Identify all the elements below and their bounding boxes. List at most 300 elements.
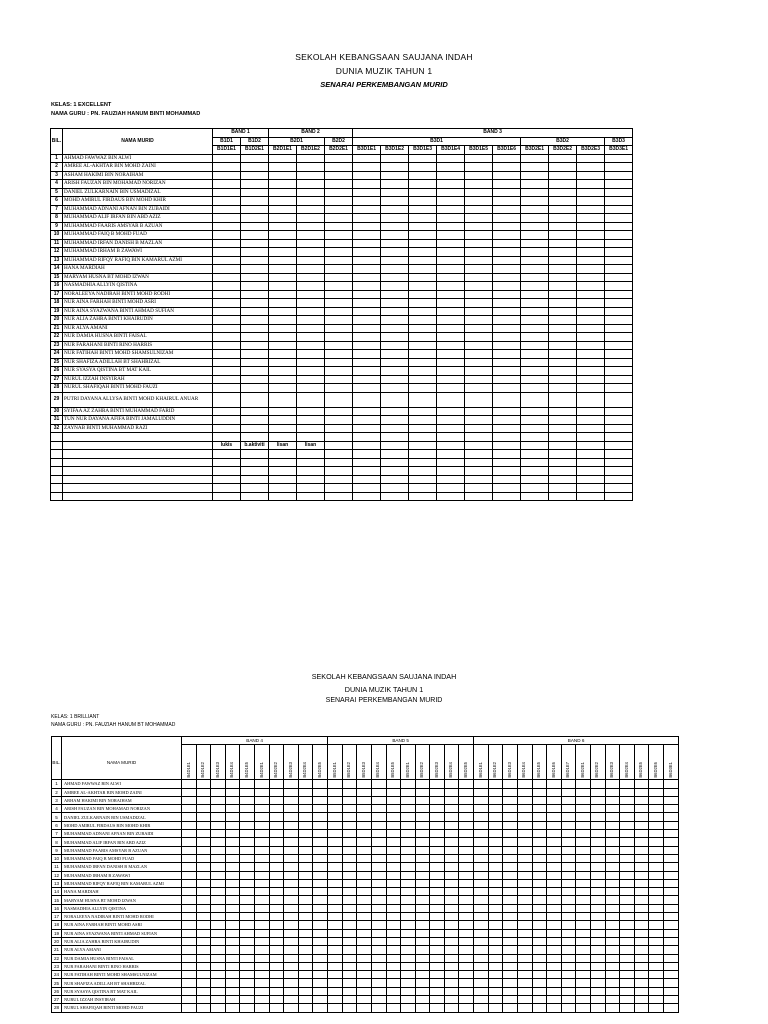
grade-cell[interactable] — [325, 256, 353, 265]
grade-cell[interactable] — [465, 484, 493, 493]
grade-cell[interactable] — [409, 239, 437, 248]
grade-cell[interactable] — [182, 979, 197, 987]
grade-cell[interactable] — [401, 788, 416, 796]
grade-cell[interactable] — [342, 937, 357, 945]
grade-cell[interactable] — [213, 265, 241, 274]
grade-cell[interactable] — [213, 231, 241, 240]
grade-cell[interactable] — [577, 265, 605, 274]
grade-cell[interactable] — [605, 282, 633, 291]
grade-cell[interactable] — [577, 450, 605, 459]
grade-cell[interactable] — [437, 316, 465, 325]
grade-cell[interactable] — [547, 921, 562, 929]
grade-cell[interactable] — [241, 180, 269, 189]
grade-cell[interactable] — [328, 796, 343, 804]
grade-cell[interactable] — [328, 954, 343, 962]
grade-cell[interactable] — [381, 358, 409, 367]
grade-cell[interactable] — [401, 962, 416, 970]
grade-cell[interactable] — [561, 946, 576, 954]
grade-cell[interactable] — [488, 921, 503, 929]
grade-cell[interactable] — [269, 299, 297, 308]
grade-cell[interactable] — [51, 467, 63, 476]
grade-cell[interactable] — [240, 838, 255, 846]
grade-cell[interactable] — [605, 256, 633, 265]
grade-cell[interactable] — [342, 830, 357, 838]
grade-cell[interactable] — [371, 854, 386, 862]
grade-cell[interactable] — [371, 805, 386, 813]
grade-cell[interactable] — [211, 871, 226, 879]
grade-cell[interactable] — [255, 971, 270, 979]
grade-cell[interactable] — [437, 341, 465, 350]
grade-cell[interactable] — [381, 197, 409, 206]
grade-cell[interactable] — [459, 780, 474, 788]
grade-cell[interactable] — [430, 838, 445, 846]
grade-cell[interactable] — [577, 375, 605, 384]
grade-cell[interactable] — [634, 821, 649, 829]
grade-cell[interactable] — [493, 407, 521, 416]
grade-cell[interactable] — [241, 290, 269, 299]
grade-cell[interactable] — [325, 273, 353, 282]
grade-cell[interactable] — [284, 854, 299, 862]
grade-cell[interactable] — [325, 231, 353, 240]
grade-cell[interactable] — [430, 813, 445, 821]
grade-cell[interactable] — [532, 929, 547, 937]
grade-cell[interactable] — [225, 971, 240, 979]
grade-cell[interactable] — [297, 424, 325, 433]
grade-cell[interactable] — [297, 248, 325, 257]
grade-cell[interactable] — [313, 937, 328, 945]
grade-cell[interactable] — [561, 896, 576, 904]
grade-cell[interactable] — [381, 407, 409, 416]
grade-cell[interactable] — [517, 805, 532, 813]
grade-cell[interactable] — [284, 879, 299, 887]
grade-cell[interactable] — [547, 821, 562, 829]
grade-cell[interactable] — [386, 962, 401, 970]
grade-cell[interactable] — [353, 407, 381, 416]
grade-cell[interactable] — [517, 904, 532, 912]
grade-cell[interactable] — [634, 929, 649, 937]
grade-cell[interactable] — [590, 854, 605, 862]
grade-cell[interactable] — [298, 962, 313, 970]
grade-cell[interactable] — [577, 307, 605, 316]
grade-cell[interactable] — [605, 971, 620, 979]
grade-cell[interactable] — [196, 805, 211, 813]
grade-cell[interactable] — [269, 913, 284, 921]
grade-cell[interactable] — [241, 316, 269, 325]
grade-cell[interactable] — [493, 384, 521, 393]
grade-cell[interactable] — [371, 946, 386, 954]
grade-cell[interactable] — [663, 888, 678, 896]
grade-cell[interactable] — [241, 163, 269, 172]
grade-cell[interactable] — [590, 929, 605, 937]
grade-cell[interactable] — [459, 879, 474, 887]
grade-cell[interactable] — [196, 904, 211, 912]
grade-cell[interactable] — [444, 780, 459, 788]
grade-cell[interactable] — [503, 996, 518, 1004]
grade-cell[interactable] — [409, 358, 437, 367]
grade-cell[interactable] — [577, 231, 605, 240]
grade-cell[interactable] — [620, 796, 635, 804]
grade-cell[interactable] — [459, 946, 474, 954]
grade-cell[interactable] — [430, 937, 445, 945]
grade-cell[interactable] — [269, 180, 297, 189]
grade-cell[interactable] — [561, 854, 576, 862]
grade-cell[interactable] — [663, 962, 678, 970]
grade-cell[interactable] — [284, 821, 299, 829]
grade-cell[interactable] — [371, 913, 386, 921]
grade-cell[interactable] — [663, 863, 678, 871]
grade-cell[interactable] — [605, 197, 633, 206]
grade-cell[interactable] — [298, 896, 313, 904]
grade-cell[interactable] — [371, 780, 386, 788]
grade-cell[interactable] — [493, 450, 521, 459]
grade-cell[interactable] — [182, 954, 197, 962]
grade-cell[interactable] — [225, 946, 240, 954]
grade-cell[interactable] — [605, 367, 633, 376]
grade-cell[interactable] — [182, 871, 197, 879]
grade-cell[interactable] — [211, 962, 226, 970]
grade-cell[interactable] — [430, 1004, 445, 1012]
grade-cell[interactable] — [297, 350, 325, 359]
grade-cell[interactable] — [649, 971, 664, 979]
grade-cell[interactable] — [493, 299, 521, 308]
grade-cell[interactable] — [401, 871, 416, 879]
grade-cell[interactable] — [386, 821, 401, 829]
grade-cell[interactable] — [182, 971, 197, 979]
grade-cell[interactable] — [590, 813, 605, 821]
grade-cell[interactable] — [577, 171, 605, 180]
grade-cell[interactable] — [488, 830, 503, 838]
grade-cell[interactable] — [605, 484, 633, 493]
grade-cell[interactable] — [353, 248, 381, 257]
grade-cell[interactable] — [503, 913, 518, 921]
grade-cell[interactable] — [493, 205, 521, 214]
grade-cell[interactable] — [269, 231, 297, 240]
grade-cell[interactable] — [549, 299, 577, 308]
grade-cell[interactable] — [576, 871, 591, 879]
grade-cell[interactable] — [547, 854, 562, 862]
grade-cell[interactable] — [328, 929, 343, 937]
grade-cell[interactable] — [211, 838, 226, 846]
grade-cell[interactable] — [213, 350, 241, 359]
grade-cell[interactable] — [521, 324, 549, 333]
grade-cell[interactable] — [493, 492, 521, 501]
grade-cell[interactable] — [521, 392, 549, 407]
grade-cell[interactable] — [241, 407, 269, 416]
grade-cell[interactable] — [409, 484, 437, 493]
grade-cell[interactable] — [328, 896, 343, 904]
grade-cell[interactable] — [547, 971, 562, 979]
grade-cell[interactable] — [493, 282, 521, 291]
grade-cell[interactable] — [415, 838, 430, 846]
grade-cell[interactable] — [561, 1004, 576, 1012]
grade-cell[interactable] — [561, 888, 576, 896]
grade-cell[interactable] — [298, 1004, 313, 1012]
grade-cell[interactable] — [211, 904, 226, 912]
grade-cell[interactable] — [465, 492, 493, 501]
grade-cell[interactable] — [196, 971, 211, 979]
grade-cell[interactable] — [437, 367, 465, 376]
grade-cell[interactable] — [269, 316, 297, 325]
grade-cell[interactable] — [605, 231, 633, 240]
grade-cell[interactable] — [459, 888, 474, 896]
grade-cell[interactable] — [605, 384, 633, 393]
grade-cell[interactable] — [284, 937, 299, 945]
grade-cell[interactable] — [437, 407, 465, 416]
grade-cell[interactable] — [182, 962, 197, 970]
grade-cell[interactable] — [437, 282, 465, 291]
grade-cell[interactable] — [182, 863, 197, 871]
grade-cell[interactable] — [459, 1004, 474, 1012]
grade-cell[interactable] — [459, 987, 474, 995]
grade-cell[interactable] — [325, 307, 353, 316]
grade-cell[interactable] — [465, 299, 493, 308]
grade-cell[interactable] — [386, 788, 401, 796]
grade-cell[interactable] — [63, 492, 213, 501]
grade-cell[interactable] — [357, 813, 372, 821]
grade-cell[interactable] — [196, 929, 211, 937]
grade-cell[interactable] — [213, 407, 241, 416]
grade-cell[interactable] — [325, 492, 353, 501]
grade-cell[interactable] — [561, 830, 576, 838]
grade-cell[interactable] — [465, 458, 493, 467]
grade-cell[interactable] — [353, 205, 381, 214]
grade-cell[interactable] — [430, 946, 445, 954]
grade-cell[interactable] — [503, 788, 518, 796]
grade-cell[interactable] — [430, 821, 445, 829]
grade-cell[interactable] — [269, 813, 284, 821]
grade-cell[interactable] — [409, 450, 437, 459]
grade-cell[interactable] — [493, 256, 521, 265]
grade-cell[interactable] — [381, 248, 409, 257]
grade-cell[interactable] — [241, 248, 269, 257]
grade-cell[interactable] — [415, 929, 430, 937]
grade-cell[interactable] — [211, 796, 226, 804]
grade-cell[interactable] — [493, 358, 521, 367]
grade-cell[interactable] — [620, 879, 635, 887]
grade-cell[interactable] — [663, 813, 678, 821]
grade-cell[interactable] — [357, 946, 372, 954]
grade-cell[interactable] — [415, 921, 430, 929]
grade-cell[interactable] — [241, 367, 269, 376]
grade-cell[interactable] — [517, 921, 532, 929]
grade-cell[interactable] — [549, 407, 577, 416]
grade-cell[interactable] — [415, 937, 430, 945]
grade-cell[interactable] — [284, 996, 299, 1004]
grade-cell[interactable] — [437, 375, 465, 384]
grade-cell[interactable] — [605, 290, 633, 299]
grade-cell[interactable] — [577, 324, 605, 333]
grade-cell[interactable] — [51, 475, 63, 484]
grade-cell[interactable] — [521, 367, 549, 376]
grade-cell[interactable] — [547, 929, 562, 937]
grade-cell[interactable] — [241, 205, 269, 214]
grade-cell[interactable] — [196, 888, 211, 896]
grade-cell[interactable] — [620, 937, 635, 945]
grade-cell[interactable] — [241, 171, 269, 180]
grade-cell[interactable] — [409, 416, 437, 425]
grade-cell[interactable] — [371, 846, 386, 854]
grade-cell[interactable] — [386, 954, 401, 962]
grade-cell[interactable] — [297, 467, 325, 476]
grade-cell[interactable] — [211, 929, 226, 937]
grade-cell[interactable] — [298, 913, 313, 921]
grade-cell[interactable] — [269, 904, 284, 912]
grade-cell[interactable] — [576, 937, 591, 945]
grade-cell[interactable] — [269, 987, 284, 995]
grade-cell[interactable] — [634, 805, 649, 813]
grade-cell[interactable] — [488, 937, 503, 945]
grade-cell[interactable] — [605, 375, 633, 384]
grade-cell[interactable] — [459, 896, 474, 904]
grade-cell[interactable] — [182, 996, 197, 1004]
grade-cell[interactable] — [297, 392, 325, 407]
grade-cell[interactable] — [386, 987, 401, 995]
grade-cell[interactable] — [196, 946, 211, 954]
grade-cell[interactable] — [605, 937, 620, 945]
grade-cell[interactable] — [521, 407, 549, 416]
grade-cell[interactable] — [549, 273, 577, 282]
grade-cell[interactable] — [649, 871, 664, 879]
grade-cell[interactable] — [401, 929, 416, 937]
grade-cell[interactable] — [663, 979, 678, 987]
grade-cell[interactable] — [415, 996, 430, 1004]
grade-cell[interactable] — [269, 838, 284, 846]
grade-cell[interactable] — [241, 282, 269, 291]
grade-cell[interactable] — [561, 846, 576, 854]
grade-cell[interactable] — [605, 154, 633, 163]
grade-cell[interactable] — [409, 424, 437, 433]
grade-cell[interactable] — [576, 888, 591, 896]
grade-cell[interactable] — [357, 979, 372, 987]
grade-cell[interactable] — [211, 805, 226, 813]
grade-cell[interactable] — [430, 888, 445, 896]
grade-cell[interactable] — [353, 367, 381, 376]
grade-cell[interactable] — [493, 273, 521, 282]
grade-cell[interactable] — [549, 248, 577, 257]
grade-cell[interactable] — [371, 888, 386, 896]
grade-cell[interactable] — [298, 954, 313, 962]
grade-cell[interactable] — [590, 830, 605, 838]
grade-cell[interactable] — [371, 863, 386, 871]
grade-cell[interactable] — [213, 450, 241, 459]
grade-cell[interactable] — [444, 946, 459, 954]
grade-cell[interactable] — [298, 830, 313, 838]
grade-cell[interactable] — [532, 913, 547, 921]
grade-cell[interactable] — [182, 937, 197, 945]
grade-cell[interactable] — [298, 996, 313, 1004]
grade-cell[interactable] — [297, 239, 325, 248]
grade-cell[interactable] — [649, 888, 664, 896]
grade-cell[interactable] — [459, 854, 474, 862]
grade-cell[interactable] — [409, 467, 437, 476]
grade-cell[interactable] — [590, 971, 605, 979]
grade-cell[interactable] — [465, 384, 493, 393]
grade-cell[interactable] — [605, 171, 633, 180]
grade-cell[interactable] — [342, 904, 357, 912]
grade-cell[interactable] — [649, 896, 664, 904]
grade-cell[interactable] — [521, 188, 549, 197]
grade-cell[interactable] — [381, 188, 409, 197]
grade-cell[interactable] — [577, 424, 605, 433]
grade-cell[interactable] — [521, 197, 549, 206]
grade-cell[interactable] — [313, 962, 328, 970]
grade-cell[interactable] — [430, 996, 445, 1004]
grade-cell[interactable] — [213, 282, 241, 291]
grade-cell[interactable] — [605, 863, 620, 871]
grade-cell[interactable] — [590, 996, 605, 1004]
grade-cell[interactable] — [357, 863, 372, 871]
grade-cell[interactable] — [297, 282, 325, 291]
grade-cell[interactable] — [488, 954, 503, 962]
grade-cell[interactable] — [213, 316, 241, 325]
grade-cell[interactable] — [269, 163, 297, 172]
grade-cell[interactable] — [269, 341, 297, 350]
grade-cell[interactable] — [634, 788, 649, 796]
grade-cell[interactable] — [663, 780, 678, 788]
grade-cell[interactable] — [269, 467, 297, 476]
grade-cell[interactable] — [313, 913, 328, 921]
grade-cell[interactable] — [437, 248, 465, 257]
grade-cell[interactable] — [605, 796, 620, 804]
grade-cell[interactable] — [649, 879, 664, 887]
grade-cell[interactable] — [605, 265, 633, 274]
grade-cell[interactable] — [284, 805, 299, 813]
grade-cell[interactable] — [465, 392, 493, 407]
grade-cell[interactable] — [634, 896, 649, 904]
grade-cell[interactable] — [213, 273, 241, 282]
grade-cell[interactable] — [605, 188, 633, 197]
grade-cell[interactable] — [297, 307, 325, 316]
grade-cell[interactable] — [577, 350, 605, 359]
grade-cell[interactable] — [590, 904, 605, 912]
grade-cell[interactable] — [561, 962, 576, 970]
grade-cell[interactable] — [357, 830, 372, 838]
grade-cell[interactable] — [493, 416, 521, 425]
grade-cell[interactable] — [297, 458, 325, 467]
grade-cell[interactable] — [213, 424, 241, 433]
grade-cell[interactable] — [493, 341, 521, 350]
grade-cell[interactable] — [298, 821, 313, 829]
grade-cell[interactable] — [503, 846, 518, 854]
grade-cell[interactable] — [549, 392, 577, 407]
grade-cell[interactable] — [284, 788, 299, 796]
grade-cell[interactable] — [213, 214, 241, 223]
grade-cell[interactable] — [459, 996, 474, 1004]
grade-cell[interactable] — [465, 256, 493, 265]
grade-cell[interactable] — [298, 813, 313, 821]
grade-cell[interactable] — [493, 231, 521, 240]
grade-cell[interactable] — [649, 854, 664, 862]
grade-cell[interactable] — [576, 1004, 591, 1012]
grade-cell[interactable] — [357, 896, 372, 904]
grade-cell[interactable] — [521, 163, 549, 172]
grade-cell[interactable] — [605, 467, 633, 476]
grade-cell[interactable] — [503, 821, 518, 829]
grade-cell[interactable] — [493, 188, 521, 197]
grade-cell[interactable] — [213, 467, 241, 476]
grade-cell[interactable] — [213, 180, 241, 189]
grade-cell[interactable] — [213, 458, 241, 467]
grade-cell[interactable] — [437, 350, 465, 359]
grade-cell[interactable] — [521, 290, 549, 299]
grade-cell[interactable] — [381, 214, 409, 223]
grade-cell[interactable] — [577, 180, 605, 189]
grade-cell[interactable] — [269, 248, 297, 257]
grade-cell[interactable] — [503, 987, 518, 995]
grade-cell[interactable] — [328, 788, 343, 796]
grade-cell[interactable] — [284, 888, 299, 896]
grade-cell[interactable] — [297, 324, 325, 333]
